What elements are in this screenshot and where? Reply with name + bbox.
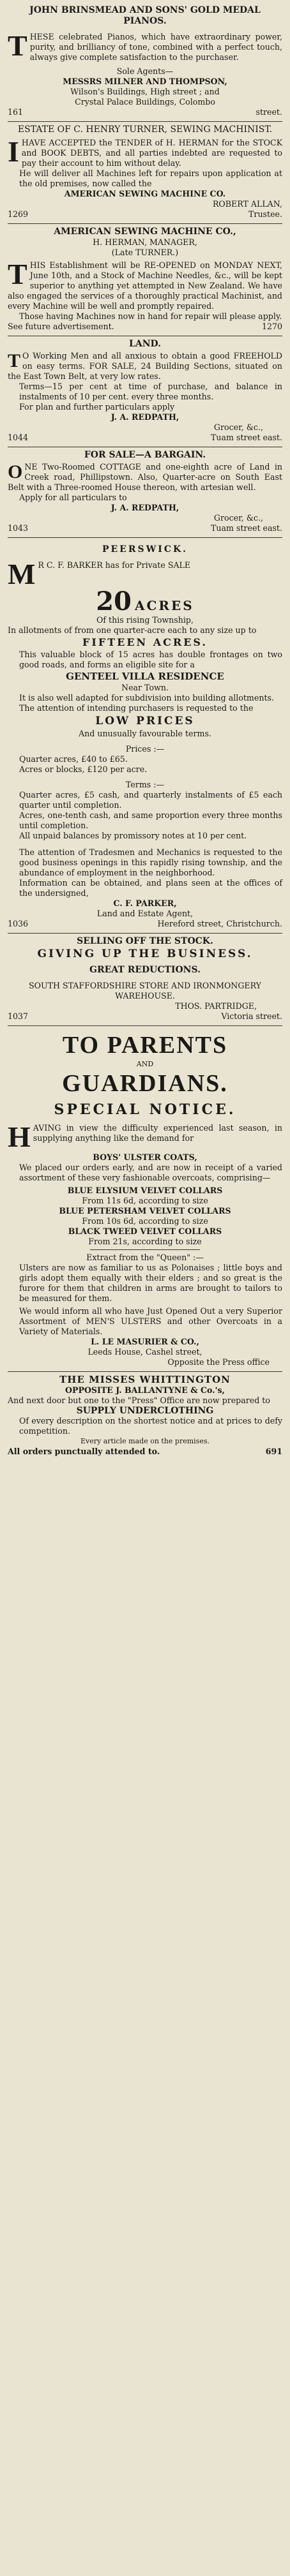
agent-name: J. A. REDPATH, — [111, 412, 179, 422]
ad-american-sewing — [8, 224, 282, 336]
information-line: Information can be obtained, and plans seen at the offices of the undersigned, — [19, 878, 282, 898]
footer-note: See future advertisement. — [8, 322, 114, 331]
signer: C. F. PARKER, — [113, 898, 177, 908]
drop-cap: T — [8, 29, 27, 62]
township-line: Of this rising Township, — [96, 615, 194, 625]
ad-body: We placed our orders early, and are now in receipt of a varied assortment of these very fashionable overcoats, comprising— — [19, 1163, 282, 1182]
subdivision-line: It is also well adapted for subdivision into building allotments. — [19, 693, 274, 703]
terms-line: Acres, one-tenth cash, and same proportion every three months until completion. — [19, 810, 282, 830]
drop-cap: I — [8, 135, 19, 168]
to-parents-heading: TO PARENTS — [62, 1032, 228, 1059]
signer-role: Land and Estate Agent, — [96, 909, 194, 918]
product-price: From 21s, according to size — [88, 1237, 202, 1246]
terms-line: Quarter acres, £5 cash, and quarterly instalments of £5 each quarter until completion. — [19, 790, 282, 810]
agents-label: Sole Agents— — [116, 66, 174, 76]
guardians-heading: GUARDIANS. — [62, 1070, 228, 1097]
address-line: Leeds House, Cashel street, — [88, 1347, 202, 1357]
ad-title: PEERSWICK. — [102, 544, 188, 555]
allotments-line: In allotments of from one quarter-acre each to any size up to — [8, 625, 257, 635]
company-name: AMERICAN SEWING MACHINE CO. — [64, 189, 226, 198]
late-line: (Late TURNER.) — [111, 248, 179, 257]
ad-title: ESTATE OF C. HENRY TURNER, SEWING MACHINIST. — [17, 124, 273, 135]
ad-body: And next door but one to the "Press" Office are now prepared to — [8, 1396, 270, 1405]
giving-up-line: GIVING UP THE BUSINESS. — [37, 948, 253, 960]
supply-heading: SUPPLY UNDERCLOTHING — [76, 1406, 214, 1416]
premises-line: Every article made on the premises. — [80, 1437, 210, 1445]
ulster-heading: BOYS' ULSTER COATS, — [93, 1152, 197, 1162]
ad-parents-guardians — [8, 1026, 282, 1372]
special-notice-heading: SPECIAL NOTICE. — [54, 1101, 236, 1118]
ad-body: AVING in view the difficulty experienced last season, in supplying anything like the demand for — [33, 1123, 282, 1143]
address-line: Crystal Palace Buildings, Colombo — [75, 97, 215, 107]
ad-brinsmead-pianos — [8, 3, 282, 122]
address-line: Hereford street, Christchurch. — [157, 919, 282, 928]
ad-number: 1044 — [8, 433, 29, 442]
ad-body: Those having Machines now in hand for repair will please apply. — [19, 311, 282, 321]
block-description: This valuable block of 15 acres has double frontages on two good roads, and forms an eligible site for a — [19, 650, 282, 669]
ad-turner-estate — [8, 122, 282, 224]
favourable-terms: And unusually favourable terms. — [79, 729, 211, 738]
agents-name: MESSRS MILNER AND THOMPSON, — [63, 77, 227, 86]
address-line: Victoria street. — [221, 1011, 282, 1021]
ad-number: 161 — [8, 107, 24, 117]
ad-number: 1043 — [8, 523, 29, 533]
ad-body: HIS Establishment will be RE-OPENED on MONDAY NEXT, June 10th, and a Stock of Machine Needles, &c., will be kept superior to anything yet attempted in New Zealand. We have also engaged the services of a thoroughly practical Machinist, and every Machine will be well and promptly repaired. — [8, 260, 282, 311]
store-name: SOUTH STAFFORDSHIRE STORE AND IRONMONGERY WAREHOUSE. — [29, 981, 261, 1001]
ad-number: 1270 — [261, 322, 282, 331]
address-line: Tuam street east. — [211, 523, 282, 533]
product-price: From 11s 6d, according to size — [82, 1196, 208, 1205]
signer-role: Trustee. — [248, 209, 282, 219]
product-item: BLUE ELYSIUM VELVET COLLARS — [67, 1186, 223, 1195]
ad-title: AMERICAN SEWING MACHINE CO., — [54, 227, 236, 237]
opposite-line: OPPOSITE J. BALLANTYNE & Co.'s, — [65, 1385, 225, 1395]
and-word: AND — [136, 1060, 154, 1068]
ad-title: LAND. — [128, 339, 162, 349]
ad-title: JOHN BRINSMEAD AND SONS' GOLD MEDAL PIANOS. — [29, 5, 261, 26]
ad-title: THE MISSES WHITTINGTON — [59, 1374, 231, 1385]
selling-line: SELLING OFF THE STOCK. — [77, 936, 213, 946]
orders-line: All orders punctually attended to. — [8, 1447, 160, 1456]
prices-label: Prices :— — [125, 744, 165, 754]
manager-line: H. HERMAN, MANAGER, — [93, 237, 197, 247]
drop-cap: M — [8, 558, 36, 590]
queen-extract: Ulsters are now as familiar to us as Polonaises ; little boys and girls adopt them equally with their elders ; and so great is the furore for them that children in arms are brought to tailors to be measured for them. — [19, 1263, 282, 1303]
product-price: From 10s 6d, according to size — [82, 1216, 208, 1226]
apply-line: Apply for all particulars to — [19, 493, 127, 502]
near-town: Near Town. — [121, 683, 169, 692]
address-line: Tuam street east. — [211, 433, 282, 442]
ad-number: 1036 — [8, 919, 29, 928]
ad-title: FOR SALE—A BARGAIN. — [84, 450, 206, 460]
terms-line: All unpaid balances by promissory notes at 10 per cent. — [19, 831, 247, 840]
product-item: BLUE PETERSHAM VELVET COLLARS — [59, 1206, 231, 1216]
ad-body: HESE celebrated Pianos, which have extraordinary power, purity, and brilliancy of tone, combined with a perfect touch, always give complete satisfaction to the purchaser. — [29, 32, 282, 62]
address-line: Opposite the Press office — [167, 1357, 270, 1367]
agent-role: Grocer, &c., — [213, 513, 263, 523]
tradesmen-line: The attention of Tradesmen and Mechanics is requested to the good business openings in this rapidly rising township, and the abundance of employment in the neighborhood. — [19, 847, 282, 877]
ad-body: Of every description on the shortest notice and at prices to defy competition. — [19, 1416, 282, 1436]
address-line: street. — [256, 107, 282, 117]
ad-body: HAVE ACCEPTED the TENDER of H. HERMAN for the STOCK and BOOK DEBTS, and all parties indebted are requested to pay their account to him without delay. — [21, 138, 282, 168]
acres-number: 20 — [96, 586, 132, 616]
drop-cap: O — [8, 461, 23, 482]
ad-body: He will deliver all Machines left for repairs upon application at the old premises, now called the — [19, 168, 282, 188]
ad-peerswick — [8, 538, 282, 934]
ad-number: 1269 — [8, 209, 29, 219]
divider — [90, 1249, 200, 1250]
ad-number: 1037 — [8, 1011, 29, 1021]
drop-cap: T — [8, 350, 21, 371]
fifteen-acres: FIFTEEN ACRES. — [82, 636, 208, 648]
agent-name: J. A. REDPATH, — [111, 503, 179, 512]
queen-label: Extract from the "Queen" :— — [86, 1253, 204, 1262]
firm-name: L. LE MASURIER & CO., — [91, 1337, 199, 1346]
signer: ROBERT ALLAN, — [212, 199, 282, 209]
ad-body: O Working Men and all anxious to obtain a good FREEHOLD on easy terms. FOR SALE, 24 Building Sections, situated on the East Town Belt, at very low rates. — [8, 351, 282, 381]
villa-heading: GENTEEL VILLA RESIDENCE — [66, 671, 224, 682]
terms: Terms—15 per cent at time of purchase, and balance in instalments of 10 per cent. every three months. — [19, 382, 282, 401]
low-prices: LOW PRICES — [95, 715, 195, 727]
product-item: BLACK TWEED VELVET COLLARS — [68, 1226, 222, 1236]
ad-number: 691 — [265, 1447, 282, 1456]
ad-intro: R C. F. BARKER has for Private SALE — [38, 560, 191, 570]
ad-bargain — [8, 447, 282, 538]
drop-cap: T — [8, 258, 27, 290]
terms-label: Terms :— — [125, 780, 165, 789]
attention-line: The attention of intending purchasers is requested to the — [19, 703, 254, 713]
opened-line: We would inform all who have Just Opened Out a very Superior Assortment of MEN'S ULSTERS and other Overcoats in a Variety of Materials. — [19, 1306, 282, 1336]
ad-body: NE Two-Roomed COTTAGE and one-eighth acre of Land in Creek road, Phillipstown. Also, Quarter-acre on South East Belt with a Three-roomed House thereon, with artesian well. — [8, 462, 282, 492]
price-line: Quarter acres, £40 to £65. — [19, 754, 128, 764]
acres-word: ACRES — [135, 598, 194, 613]
ad-whittington — [8, 1372, 282, 1461]
address-line: Wilson's Buildings, High street ; and — [70, 87, 220, 96]
agent-role: Grocer, &c., — [213, 422, 263, 432]
plan-line: For plan and further particulars apply — [19, 402, 175, 412]
ad-land — [8, 336, 282, 447]
owner-name: THOS. PARTRIDGE, — [175, 1001, 257, 1011]
price-line: Acres or blocks, £120 per acre. — [19, 764, 148, 774]
reductions-line: GREAT REDUCTIONS. — [89, 965, 201, 975]
drop-cap: H — [8, 1120, 31, 1153]
ad-selling-off — [8, 934, 282, 1026]
